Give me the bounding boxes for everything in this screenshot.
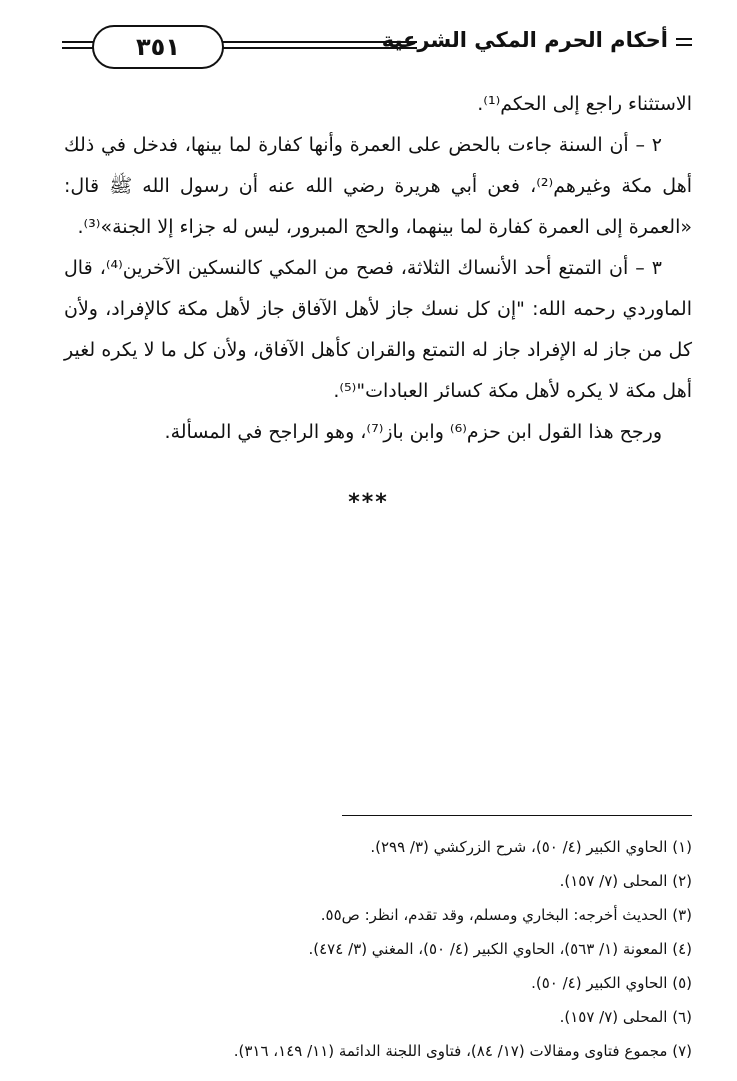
footnotes — [80, 830, 692, 1068]
footnote-5: (٥) الحاوي الكبير (٤/ ٥٠). — [531, 974, 692, 992]
paragraph-1: الاستثناء راجع إلى الحكم⁽¹⁾. — [477, 93, 692, 115]
header-ornament — [676, 38, 692, 50]
running-header — [62, 22, 692, 68]
paragraph-4: ورجح هذا القول ابن حزم⁽⁶⁾ وابن باز⁽⁷⁾، وهو الراجح في المسألة. — [164, 421, 662, 443]
page-number: ٣٥١ — [92, 25, 224, 69]
footnote-7: (٧) مجموع فتاوى ومقالات (١٧/ ٨٤)، فتاوى اللجنة الدائمة (١١/ ١٤٩، ٣١٦). — [233, 1042, 692, 1060]
main-text — [64, 84, 692, 453]
footnote-4: (٤) المعونة (١/ ٥٦٣)، الحاوي الكبير (٤/ ٥٠)، المغني (٣/ ٤٧٤). — [308, 940, 692, 958]
footnote-2: (٢) المحلى (٧/ ١٥٧). — [559, 872, 692, 890]
paragraph-2: ٢ – أن السنة جاءت بالحض على العمرة وأنها كفارة لما بينها، فدخل في ذلك أهل مكة وغيرهم⁽²⁾، فعن أبي هريرة رضي الله عنه أن رسول الله ﷺ قال: «العمرة إلى العمرة كفارة لما بينهما، والحج المبرور، ليس له جزاء إلا الجنة»⁽³⁾. — [64, 134, 692, 238]
section-separator: *** — [348, 490, 389, 515]
footnote-1: (١) الحاوي الكبير (٤/ ٥٠)، شرح الزركشي (٣/ ٢٩٩). — [370, 838, 692, 856]
footnote-3: (٣) الحديث أخرجه: البخاري ومسلم، وقد تقدم، انظر: ص٥٥. — [320, 906, 692, 924]
paragraph-3: ٣ – أن التمتع أحد الأنساك الثلاثة، فصح من المكي كالنسكين الآخرين⁽⁴⁾، قال الماوردي رحمه الله: "إن كل نسك جاز لأهل الآفاق جاز لأهل مكة كالإفراد، ولأن كل من جاز له الإفراد جاز له التمتع والقران كأهل الآفاق، ولأن كل ما لا يكره لغير أهل مكة لا يكره لأهل مكة كسائر العبادات"⁽⁵⁾. — [64, 257, 692, 402]
book-title: أحكام الحرم المكي الشرعية — [381, 28, 668, 52]
footnote-6: (٦) المحلى (٧/ ١٥٧). — [559, 1008, 692, 1026]
footnote-rule — [342, 815, 692, 816]
